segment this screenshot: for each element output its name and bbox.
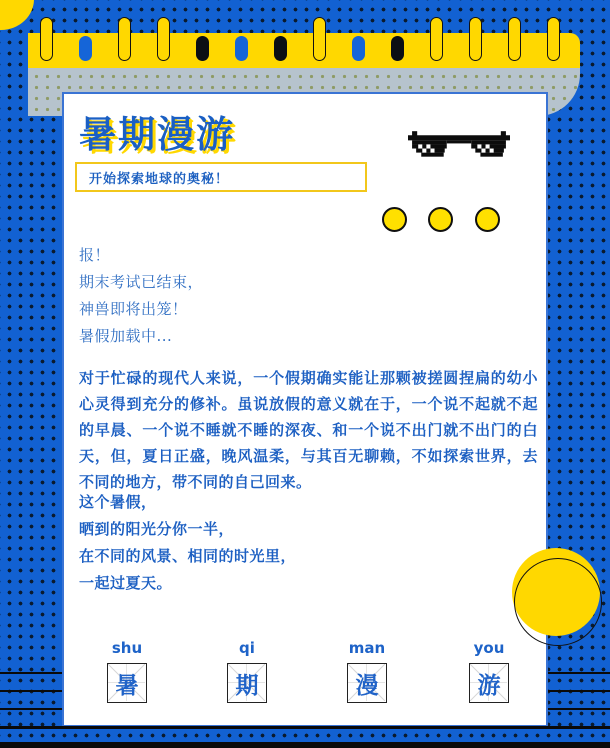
- bottom-black-bar: [0, 742, 610, 748]
- hanzi-character: 漫: [355, 672, 379, 699]
- yellow-dot-icon: [428, 207, 453, 232]
- subtitle-text: 开始探索地球的奥秘！: [89, 171, 230, 187]
- binder-pill-tall: [469, 17, 482, 61]
- hanzi-character: 暑: [115, 672, 139, 699]
- binder-pill-blue: [79, 36, 92, 61]
- hanzi-character: 期: [235, 672, 259, 699]
- hanzi-unit: [227, 639, 267, 703]
- hanzi-unit: [469, 639, 509, 703]
- hanzi-practice-box: [227, 663, 267, 703]
- outro-block: [79, 489, 296, 597]
- binder-pill-black: [196, 36, 209, 61]
- binder-pill-blue: [235, 36, 248, 61]
- yellow-dot-icon: [382, 207, 407, 232]
- pinyin-label: you: [473, 639, 505, 657]
- subtitle-box: [75, 162, 367, 192]
- binder-pill-tall: [157, 17, 170, 61]
- notebook-line: [0, 726, 610, 729]
- binder-pill-black: [391, 36, 404, 61]
- intro-line: 暑假加载中...: [79, 327, 173, 345]
- circle-outline-motif: [514, 558, 602, 646]
- hanzi-practice-box: [107, 663, 147, 703]
- hanzi-practice-box: [469, 663, 509, 703]
- binder-pill-tall: [118, 17, 131, 61]
- outro-line: 在不同的风景、相同的时光里，: [79, 547, 297, 565]
- binder-pill-tall: [547, 17, 560, 61]
- binder-pill-tall: [40, 17, 53, 61]
- intro-line: 报！: [79, 246, 111, 264]
- pinyin-label: man: [348, 639, 386, 657]
- page-title: 暑期漫游: [79, 113, 235, 156]
- pixel-sunglasses-icon: [408, 131, 510, 164]
- intro-block: [79, 242, 203, 350]
- intro-line: 期末考试已结束，: [79, 273, 204, 291]
- intro-line: 神兽即将出笼！: [79, 300, 188, 318]
- hanzi-unit: [107, 639, 147, 703]
- binder-pill-tall: [430, 17, 443, 61]
- hanzi-character: 游: [477, 672, 501, 699]
- outro-line: 晒到的阳光分你一半，: [79, 520, 235, 538]
- binder-pill-blue: [352, 36, 365, 61]
- content-card: [62, 92, 548, 727]
- binder-pill-tall: [313, 17, 326, 61]
- body-paragraph: 对于忙碌的现代人来说，一个假期确实能让那颗被搓圆捏扁的幼小心灵得到充分的修补。虽说放假的意义就在于，一个说不起就不起的早晨、一个说不睡就不睡的深夜、和一个说不出门就不出门的白天，但，夏日正盛，晚风温柔，与其百无聊赖，不如探索世界，去不同的地方，带不同的自己回来。: [79, 369, 538, 491]
- outro-line: 一起过夏天。: [79, 574, 173, 592]
- yellow-banner: [28, 33, 580, 68]
- hanzi-practice-box: [347, 663, 387, 703]
- pinyin-label: shu: [111, 639, 143, 657]
- binder-pill-tall: [508, 17, 521, 61]
- outro-line: 这个暑假，: [79, 493, 157, 511]
- hanzi-unit: [347, 639, 387, 703]
- binder-pill-black: [274, 36, 287, 61]
- pinyin-label: qi: [239, 639, 255, 657]
- yellow-dot-icon: [475, 207, 500, 232]
